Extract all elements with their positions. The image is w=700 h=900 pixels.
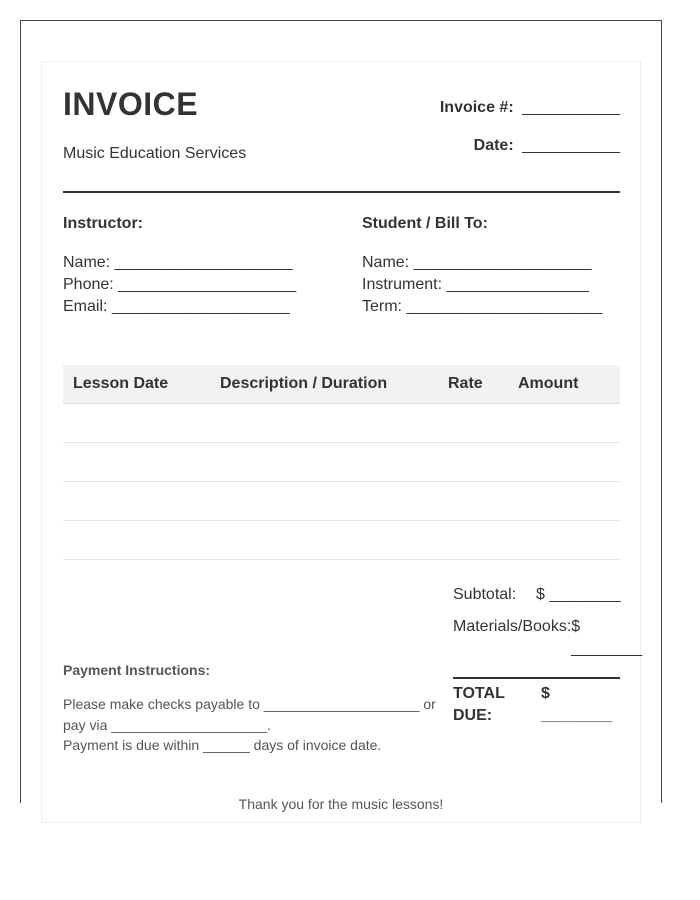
subtotal-field: $ ________ [536, 586, 621, 603]
table-row [63, 443, 620, 482]
total-due-label-line1: TOTAL [453, 685, 505, 702]
invoice-card [41, 61, 641, 823]
table-cell[interactable] [448, 521, 518, 560]
table-cell[interactable] [220, 404, 448, 443]
invoice-number-row [440, 99, 620, 117]
table-cell[interactable] [518, 404, 620, 443]
table-cell[interactable] [220, 482, 448, 521]
table-cell[interactable] [518, 443, 620, 482]
date-label: Date: [473, 137, 514, 154]
instructor-heading: Instructor: [63, 215, 143, 232]
column-header-amount: Amount [518, 365, 620, 404]
instructor-name-field: Name: ____________________ [63, 254, 293, 271]
materials-field: ________ [571, 640, 643, 657]
materials-label: Materials/Books:$ [453, 618, 581, 635]
table-cell[interactable] [220, 443, 448, 482]
payment-line-pay-via: pay via ____________________. [63, 716, 271, 733]
invoice-number-field: ___________ [522, 99, 620, 116]
table-cell[interactable] [63, 482, 220, 521]
instructor-email-field: Email: ____________________ [63, 298, 290, 315]
column-header-rate: Rate [448, 365, 518, 404]
table-cell[interactable] [518, 482, 620, 521]
payment-instructions-text [63, 694, 453, 756]
column-header-description: Description / Duration [220, 365, 448, 404]
student-name-field: Name: ____________________ [362, 254, 592, 271]
instructor-phone-field: Phone: ____________________ [63, 276, 297, 293]
thank-you-note: Thank you for the music lessons! [238, 796, 444, 812]
student-fields [362, 252, 602, 318]
invoice-number-label: Invoice #: [439, 99, 514, 116]
subtotal-label: Subtotal: [453, 586, 517, 603]
student-instrument-field: Instrument: ________________ [362, 276, 589, 293]
invoice-title: INVOICE [63, 86, 199, 122]
payment-line-payable: Please make checks payable to ____________________ or [63, 696, 436, 712]
table-header-row [63, 365, 620, 404]
payment-instructions-heading: Payment Instructions: [63, 662, 211, 678]
lessons-table-wrap [63, 365, 620, 560]
column-header-lesson-date: Lesson Date [63, 365, 220, 404]
total-due-field: ________ [541, 707, 613, 724]
table-cell[interactable] [220, 521, 448, 560]
company-name: Music Education Services [63, 145, 247, 162]
table-cell[interactable] [448, 482, 518, 521]
table-row [63, 482, 620, 521]
table-cell[interactable] [448, 404, 518, 443]
table-row [63, 521, 620, 560]
payment-line-due: Payment is due within ______ days of invoice date. [63, 737, 382, 753]
table-row [63, 404, 620, 443]
lessons-table [63, 365, 620, 560]
instructor-fields [63, 252, 296, 318]
student-term-field: Term: ______________________ [362, 298, 603, 315]
total-due-currency: $ [541, 685, 550, 702]
table-cell[interactable] [518, 521, 620, 560]
table-cell[interactable] [448, 443, 518, 482]
table-cell[interactable] [63, 521, 220, 560]
total-due-label [453, 683, 505, 727]
table-cell[interactable] [63, 404, 220, 443]
date-row [474, 137, 620, 155]
table-cell[interactable] [63, 443, 220, 482]
total-due-label-line2: DUE: [453, 707, 493, 724]
header-divider [63, 191, 620, 193]
date-field: ___________ [522, 137, 620, 154]
totals-divider [453, 677, 620, 679]
student-heading: Student / Bill To: [362, 215, 488, 232]
page-frame [20, 20, 662, 812]
